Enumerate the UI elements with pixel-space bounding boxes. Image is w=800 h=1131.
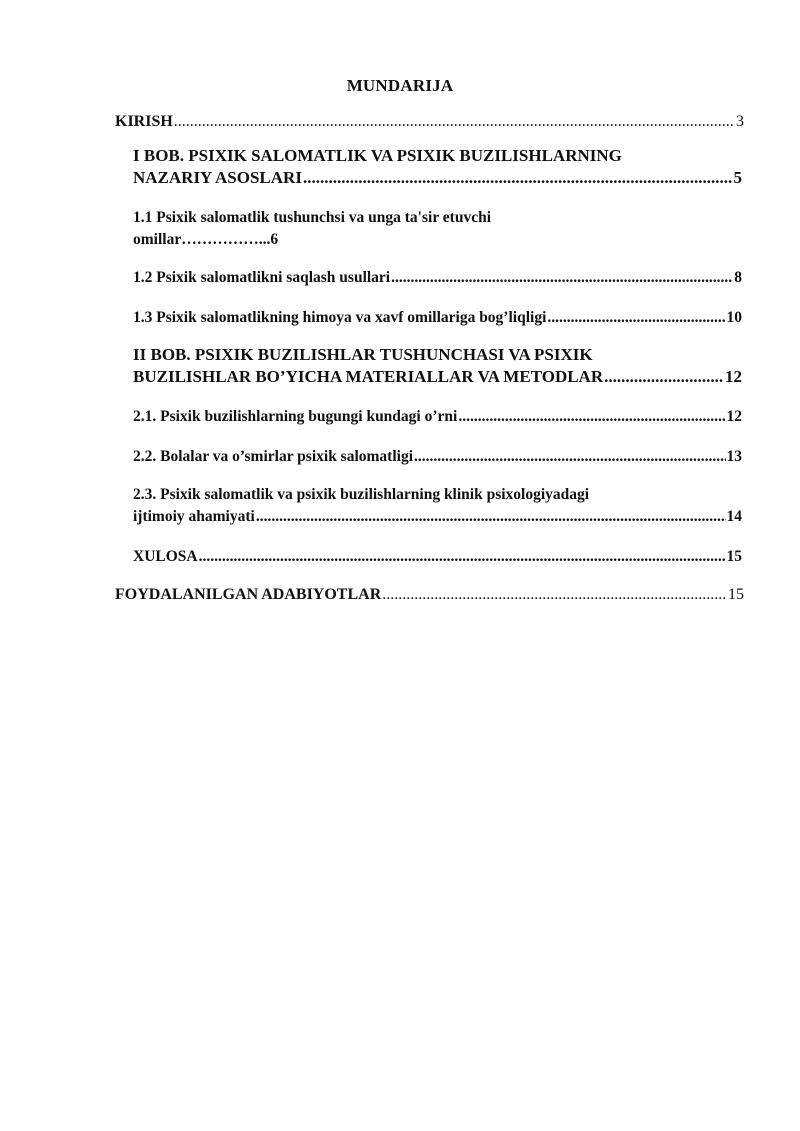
toc-entry-kirish[interactable]	[115, 113, 744, 131]
toc-page-number: 3	[736, 113, 744, 130]
toc-entry-text: omillar……………...6	[133, 231, 279, 248]
toc-page-number: 5	[733, 168, 742, 187]
toc-leader-dots	[604, 366, 724, 388]
toc-entry-chapter-1[interactable]	[133, 145, 742, 189]
toc-entry-text: KIRISH	[115, 113, 173, 130]
toc-entry-text: 2.2. Bolalar va o’smirlar psixik salomatligi	[133, 448, 414, 465]
toc-leader-dots	[174, 113, 735, 131]
toc-page-number: 12	[726, 408, 742, 425]
toc-page-number: 10	[726, 309, 742, 326]
toc-entry-text-line1: 2.3. Psixik salomatlik va psixik buzilishlarning klinik psixologiyadagi	[133, 486, 590, 503]
toc-entry-section-2-3[interactable]	[133, 484, 742, 528]
toc-leader-dots	[391, 267, 733, 289]
toc-entry-text: FOYDALANILGAN ADABIYOTLAR	[115, 586, 382, 603]
toc-entry-section-2-2[interactable]	[133, 446, 742, 468]
toc-entry-references[interactable]	[115, 586, 744, 604]
toc-entry-text: XULOSA	[133, 548, 198, 565]
toc-leader-dots	[303, 167, 733, 189]
toc-entry-section-2-1[interactable]	[133, 406, 742, 428]
toc-title: MUNDARIJA	[346, 76, 454, 95]
toc-leader-dots	[256, 506, 726, 528]
toc-leader-dots	[547, 307, 725, 329]
toc-entry-text: 2.1. Psixik buzilishlarning bugungi kundagi o’rni	[133, 408, 458, 425]
toc-leader-dots	[199, 546, 726, 568]
toc-page-number: 15	[728, 586, 744, 603]
toc-entry-text: NAZARIY ASOSLARI	[133, 168, 302, 187]
toc-entry-text-line1: II BOB. PSIXIK BUZILISHLAR TUSHUNCHASI VA PSIXIK	[133, 345, 593, 364]
toc-page-number: 8	[734, 269, 742, 286]
toc-entry-text: 1.3 Psixik salomatlikning himoya va xavf omillariga bog’liqligi	[133, 309, 547, 326]
toc-entry-text: 1.2 Psixik salomatlikni saqlash usullari	[133, 269, 391, 286]
toc-entry-text-line1: 1.1 Psixik salomatlik tushunchsi va unga ta'sir etuvchi	[133, 209, 492, 226]
toc-page-number: 15	[726, 548, 742, 565]
toc-leader-dots	[414, 446, 725, 468]
toc-leader-dots	[458, 406, 725, 428]
toc-entry-section-1-3[interactable]	[133, 307, 742, 329]
toc-leader-dots	[382, 586, 727, 604]
toc-entry-text: BUZILISHLAR BO’YICHA MATERIALLAR VA METODLAR	[133, 367, 604, 386]
toc-entry-text: ijtimoiy ahamiyati	[133, 508, 255, 525]
toc-entry-chapter-2[interactable]	[133, 344, 742, 388]
toc-page-number: 13	[726, 448, 742, 465]
toc-entry-text-line1: I BOB. PSIXIK SALOMATLIK VA PSIXIK BUZILISHLARNING	[133, 146, 622, 165]
toc-entry-xulosa[interactable]	[133, 546, 742, 568]
toc-page-number: 12	[725, 367, 742, 386]
toc-entry-section-1-1[interactable]	[133, 207, 742, 251]
toc-entry-section-1-2[interactable]	[133, 267, 742, 289]
toc-page-number: 14	[726, 508, 742, 525]
